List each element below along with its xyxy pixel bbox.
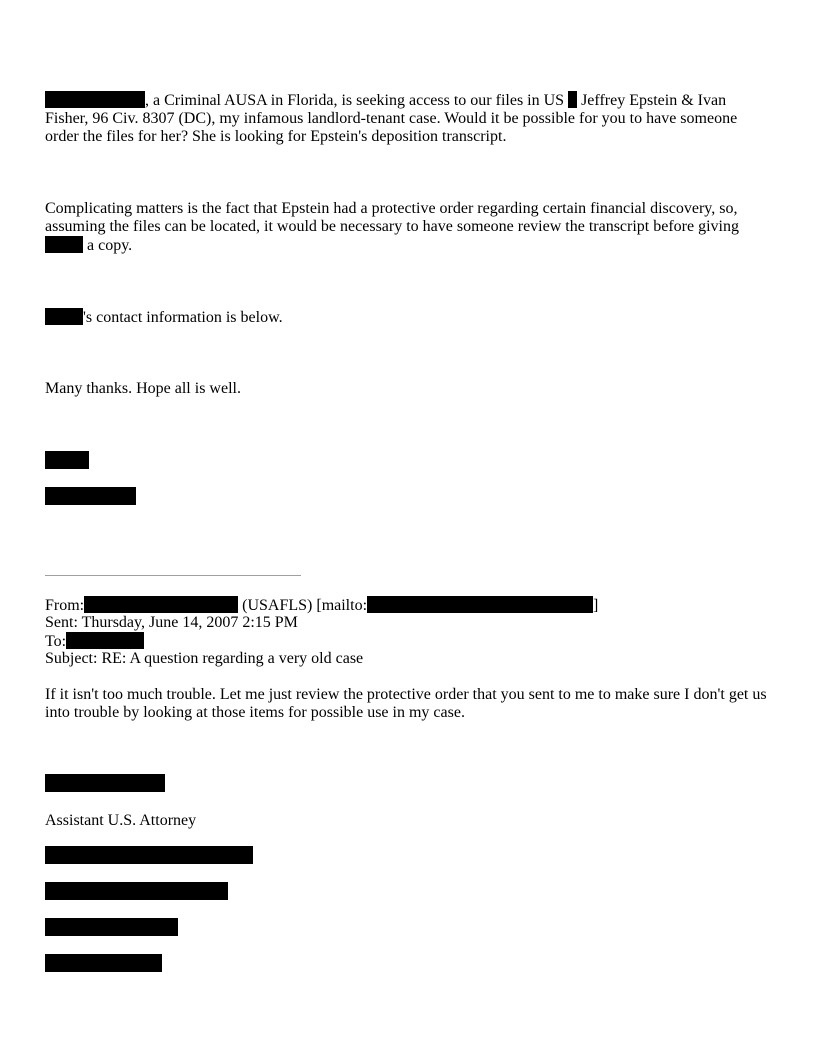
paragraph-thanks-text: Many thanks. Hope all is well. <box>45 380 241 397</box>
paragraph-contact <box>45 308 773 327</box>
header-from <box>45 596 598 615</box>
header-subject <box>45 650 363 668</box>
redaction-signature-2 <box>45 487 136 505</box>
redaction-sig-line-3 <box>45 918 178 936</box>
header-from-label: From: <box>45 597 85 614</box>
paragraph-request-text-2: Jeffrey Epstein & Ivan Fisher, 96 Civ. 8307 (DC), my infamous landlord-tenant case. Would it be possible for you to have someone order the files for her? She is looking for Epstein's deposition transcript. <box>45 92 738 145</box>
redaction-name <box>45 308 83 325</box>
redaction-sig-line-2 <box>45 882 228 900</box>
paragraph-complication-text-2: a copy. <box>83 237 133 254</box>
signature-title <box>45 812 196 830</box>
paragraph-complication <box>45 200 773 255</box>
forwarded-body-text: If it isn't too much trouble. Let me just review the protective order that you sent to me to make sure I don't get us into trouble by looking at those items for possible use in my case. <box>45 686 767 721</box>
divider-rule <box>45 575 301 576</box>
paragraph-request <box>45 91 773 146</box>
redaction-recipient <box>66 632 144 649</box>
header-subject-text: Subject: RE: A question regarding a very old case <box>45 650 364 667</box>
header-from-org: (USAFLS) [mailto: <box>238 597 368 614</box>
forwarded-body <box>45 686 773 722</box>
header-to-label: To: <box>45 633 67 650</box>
header-to <box>45 632 144 651</box>
header-sent <box>45 614 298 632</box>
redaction-v <box>568 91 577 108</box>
redaction-signature-1 <box>45 451 89 469</box>
redaction-sig-line-1 <box>45 846 253 864</box>
redaction-name <box>45 236 83 253</box>
header-from-end: ] <box>593 597 599 614</box>
redaction-sig-line-4 <box>45 954 162 972</box>
redaction-sender-email <box>367 596 593 613</box>
paragraph-contact-text: 's contact information is below. <box>83 309 283 326</box>
paragraph-complication-text: Complicating matters is the fact that Epstein had a protective order regarding certain financial discovery, so, assuming the files can be located, it would be necessary to have someone review the transcript before giving <box>45 200 739 235</box>
redaction-sig-name <box>45 774 165 792</box>
signature-title-text: Assistant U.S. Attorney <box>45 812 197 829</box>
redaction-name <box>45 91 145 108</box>
header-sent-text: Sent: Thursday, June 14, 2007 2:15 PM <box>45 614 298 631</box>
redaction-sender-name <box>84 596 238 613</box>
paragraph-thanks <box>45 380 773 398</box>
paragraph-request-text: , a Criminal AUSA in Florida, is seeking access to our files in US <box>145 92 565 109</box>
